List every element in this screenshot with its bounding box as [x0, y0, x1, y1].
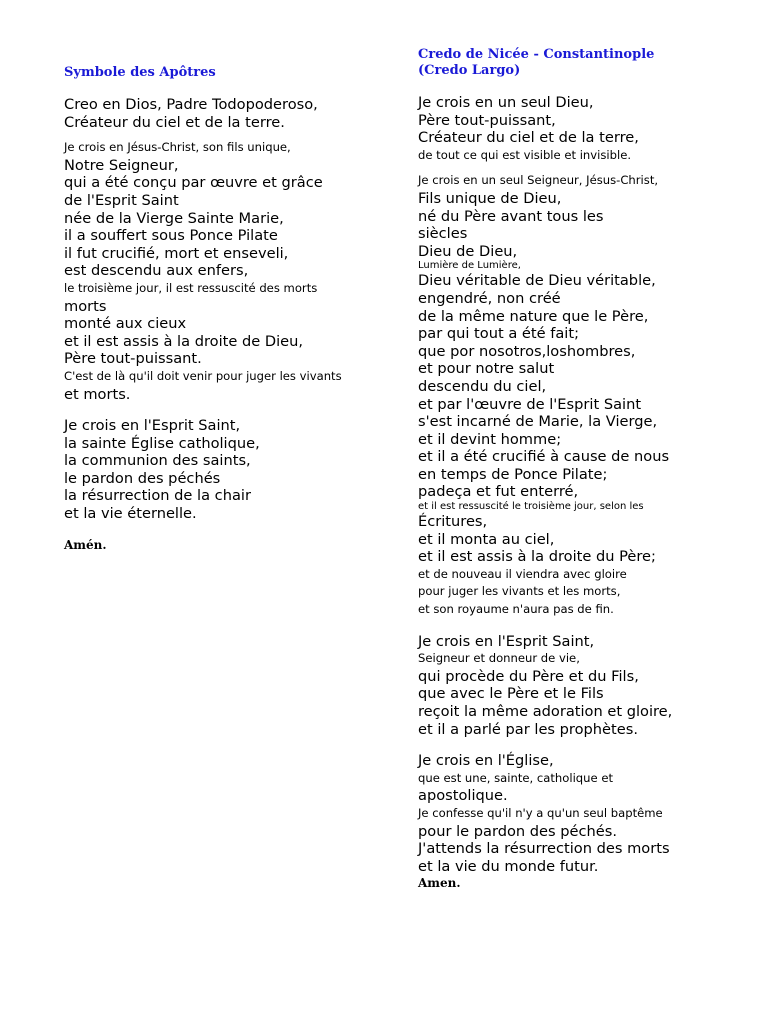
creed-line: et morts. [64, 385, 131, 403]
creed-line: padeça et fut enterré, [418, 483, 579, 501]
creed-line: descendu du ciel, [418, 377, 547, 395]
paragraph-gap [64, 403, 384, 417]
creed-line: et pour notre salut [418, 360, 555, 378]
creed-line: pour le pardon des péchés. [418, 822, 618, 840]
creed-line: la communion des saints, [64, 452, 251, 470]
creed-line: apostolique. [418, 787, 508, 805]
creed-line: que por nosotros,loshombres, [418, 342, 636, 360]
creed-line: Écritures, [418, 513, 488, 531]
paragraph-gap [418, 738, 758, 752]
creed-line: reçoit la même adoration et gloire, [418, 703, 673, 720]
paragraph-gap [64, 131, 384, 139]
creed-line: Père tout-puissant, [418, 111, 556, 129]
paragraph-gap [64, 523, 384, 537]
creed-line: et de nouveau il viendra avec gloire [418, 566, 627, 581]
creed-line: Seigneur et donneur de vie, [418, 651, 580, 666]
creed-line: le troisième jour, il est ressuscité des morts [64, 280, 318, 295]
creed-line: et son royaume n'aura pas de fin. [418, 602, 614, 617]
creed-line: Je crois en Jésus-Christ, son fils unique, [64, 140, 291, 155]
nicene-creed-text [418, 94, 758, 891]
creed-line: le pardon des péchés [64, 469, 221, 487]
creed-line: que est une, sainte, catholique et [418, 770, 614, 785]
creed-line: et il devint homme; [418, 430, 562, 448]
creed-line: Je confesse qu'il n'y a qu'un seul baptême [418, 805, 663, 820]
creed-line: que avec le Père et le Fils [418, 685, 604, 703]
creed-line: de la même nature que le Père, [418, 307, 649, 325]
creed-line: C'est de là qu'il doit venir pour juger les vivants [64, 368, 342, 383]
creed-line: Je crois en un seul Dieu, [418, 94, 594, 111]
nicene-creed-title [418, 47, 654, 79]
creed-line: Creo en Dios, Padre Todopoderoso, [64, 96, 318, 113]
creed-line: Dieu véritable de Dieu véritable, [418, 272, 656, 290]
creed-line: et il est assis à la droite du Père; [418, 548, 656, 566]
creed-line: il a souffert sous Ponce Pilate [64, 227, 278, 245]
creed-line: monté aux cieux [64, 315, 187, 333]
creed-line: de tout ce qui est visible et invisible. [418, 147, 632, 162]
creed-line: Dieu de Dieu, [418, 242, 518, 260]
creed-line: siècles [418, 225, 468, 243]
creed-line: et la vie éternelle. [64, 505, 197, 523]
creed-line: Fils unique de Dieu, [418, 189, 562, 207]
creed-line: Je crois en l'Esprit Saint, [64, 417, 241, 435]
amen-line: Amen. [418, 876, 461, 891]
creed-line: et il est assis à la droite de Dieu, [64, 332, 304, 350]
creed-line: engendré, non créé [418, 289, 561, 307]
creed-line: Je crois en un seul Seigneur, Jésus-Christ, [418, 173, 659, 188]
creed-line: Créateur du ciel et de la terre, [418, 129, 639, 147]
creed-line: qui a été conçu par œuvre et grâce [64, 174, 323, 192]
paragraph-gap [418, 619, 758, 633]
creed-line: Lumière de Lumière, [418, 260, 521, 272]
creed-line: morts [64, 297, 107, 315]
creed-line: la résurrection de la chair [64, 487, 251, 505]
creed-line: et il a été crucifié à cause de nous [418, 448, 670, 466]
creed-line: et il monta au ciel, [418, 530, 555, 548]
creed-line: Père tout-puissant. [64, 350, 202, 368]
creed-line: Notre Seigneur, [64, 156, 179, 174]
creed-line: est descendu aux enfers, [64, 262, 249, 280]
creed-line: J'attends la résurrection des morts [418, 840, 670, 858]
nicene-creed-title-line2: (Credo Largo) [418, 63, 521, 78]
creed-line: et la vie du monde futur. [418, 857, 599, 875]
creed-line: en temps de Ponce Pilate; [418, 465, 608, 483]
creed-line: de l'Esprit Saint [64, 191, 179, 209]
creed-line: née de la Vierge Sainte Marie, [64, 209, 284, 227]
creed-line: s'est incarné de Marie, la Vierge, [418, 413, 658, 431]
amen-line: Amén. [64, 537, 107, 552]
creed-line: et il est ressuscité le troisième jour, selon les [418, 501, 644, 513]
apostles-creed-title: Symbole des Apôtres [64, 65, 216, 80]
creed-line: qui procède du Père et du Fils, [418, 667, 639, 685]
creed-line: il fut crucifié, mort et enseveli, [64, 244, 289, 262]
creed-line: Je crois en l'Esprit Saint, [418, 632, 595, 650]
creed-line: et il a parlé par les prophètes. [418, 720, 638, 738]
apostles-creed-text [64, 96, 384, 553]
creed-line: pour juger les vivants et les morts, [418, 584, 621, 599]
creed-line: né du Père avant tous les [418, 207, 604, 225]
creed-line: Créateur du ciel et de la terre. [64, 113, 285, 131]
creed-line: par qui tout a été fait; [418, 325, 579, 343]
nicene-creed-title-line1: Credo de Nicée - Constantinople [418, 47, 655, 62]
creed-line: Je crois en l'Église, [418, 752, 554, 770]
paragraph-gap [418, 164, 758, 172]
creed-line: la sainte Église catholique, [64, 434, 260, 452]
creed-line: et par l'œuvre de l'Esprit Saint [418, 395, 642, 413]
